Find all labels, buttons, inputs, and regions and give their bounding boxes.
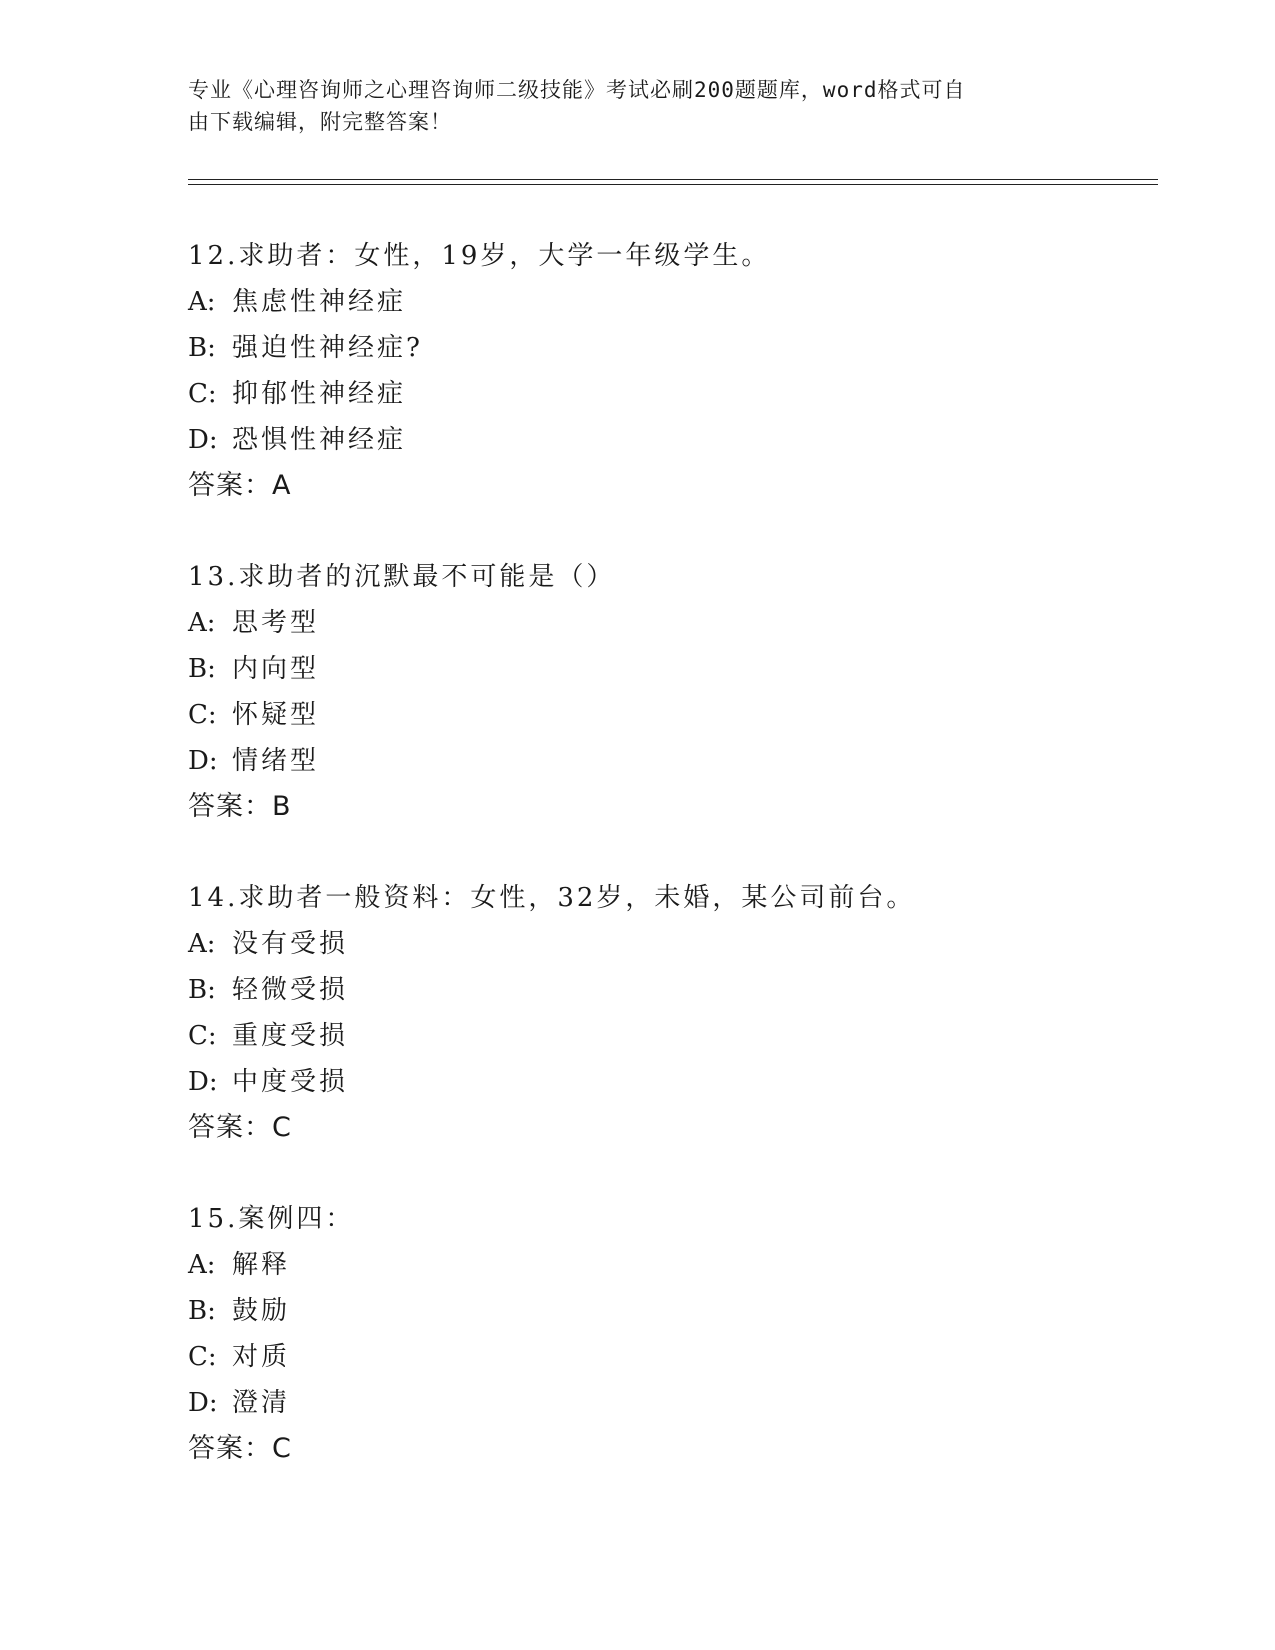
option-text: 澄清 [232, 1388, 291, 1418]
question-stem: 15.案例四： [188, 1204, 355, 1234]
option-b [188, 325, 1148, 371]
option-c [188, 371, 1148, 417]
option-letter: B: [188, 654, 216, 684]
option-a [188, 1242, 1148, 1288]
option-a [188, 600, 1148, 646]
option-text: 内向型 [232, 654, 320, 684]
question-stem: 13.求助者的沉默最不可能是（） [188, 562, 616, 592]
option-text: 怀疑型 [232, 700, 320, 730]
answer-line: 答案：A [188, 470, 292, 501]
option-letter: A: [188, 608, 216, 638]
question-13 [188, 554, 1148, 830]
option-a [188, 921, 1148, 967]
option-letter: D: [188, 1388, 218, 1418]
option-letter: B: [188, 975, 216, 1005]
option-text: 解释 [232, 1250, 291, 1280]
option-letter: A: [188, 287, 216, 317]
option-text: 思考型 [232, 608, 320, 638]
header-divider-top [188, 179, 1158, 180]
option-letter: A: [188, 929, 216, 959]
option-text: 焦虑性神经症 [232, 287, 407, 317]
option-a [188, 279, 1148, 325]
option-d [188, 1380, 1148, 1426]
document-header [188, 74, 1068, 138]
option-text: 轻微受损 [232, 975, 349, 1005]
header-line-1: 专业《心理咨询师之心理咨询师二级技能》考试必刷200题题库，word格式可自 [188, 78, 966, 102]
question-stem: 12.求助者：女性，19岁，大学一年级学生。 [188, 241, 771, 271]
option-b [188, 967, 1148, 1013]
option-text: 强迫性神经症? [232, 333, 423, 363]
question-14 [188, 875, 1148, 1151]
answer-line: 答案：C [188, 1433, 292, 1464]
option-c [188, 692, 1148, 738]
option-c [188, 1013, 1148, 1059]
option-letter: C: [188, 379, 217, 409]
option-letter: B: [188, 1296, 216, 1326]
option-letter: C: [188, 1342, 217, 1372]
header-line-2: 由下载编辑，附完整答案！ [188, 110, 452, 134]
option-b [188, 646, 1148, 692]
option-letter: C: [188, 1021, 217, 1051]
option-d [188, 1059, 1148, 1105]
option-letter: A: [188, 1250, 216, 1280]
option-letter: C: [188, 700, 217, 730]
header-divider-bottom [188, 184, 1158, 185]
option-b [188, 1288, 1148, 1334]
option-text: 对质 [232, 1342, 291, 1372]
option-text: 中度受损 [232, 1067, 349, 1097]
option-letter: D: [188, 1067, 218, 1097]
option-d [188, 417, 1148, 463]
answer-line: 答案：C [188, 1112, 292, 1143]
option-d [188, 738, 1148, 784]
option-text: 鼓励 [232, 1296, 291, 1326]
option-text: 没有受损 [232, 929, 349, 959]
option-text: 恐惧性神经症 [232, 425, 407, 455]
question-12 [188, 233, 1148, 509]
answer-line: 答案：B [188, 791, 292, 822]
option-text: 情绪型 [232, 746, 320, 776]
option-letter: D: [188, 746, 218, 776]
option-letter: B: [188, 333, 216, 363]
option-c [188, 1334, 1148, 1380]
option-letter: D: [188, 425, 218, 455]
question-15 [188, 1196, 1148, 1472]
option-text: 抑郁性神经症 [232, 379, 407, 409]
question-stem: 14.求助者一般资料：女性，32岁，未婚，某公司前台。 [188, 883, 916, 913]
option-text: 重度受损 [232, 1021, 349, 1051]
